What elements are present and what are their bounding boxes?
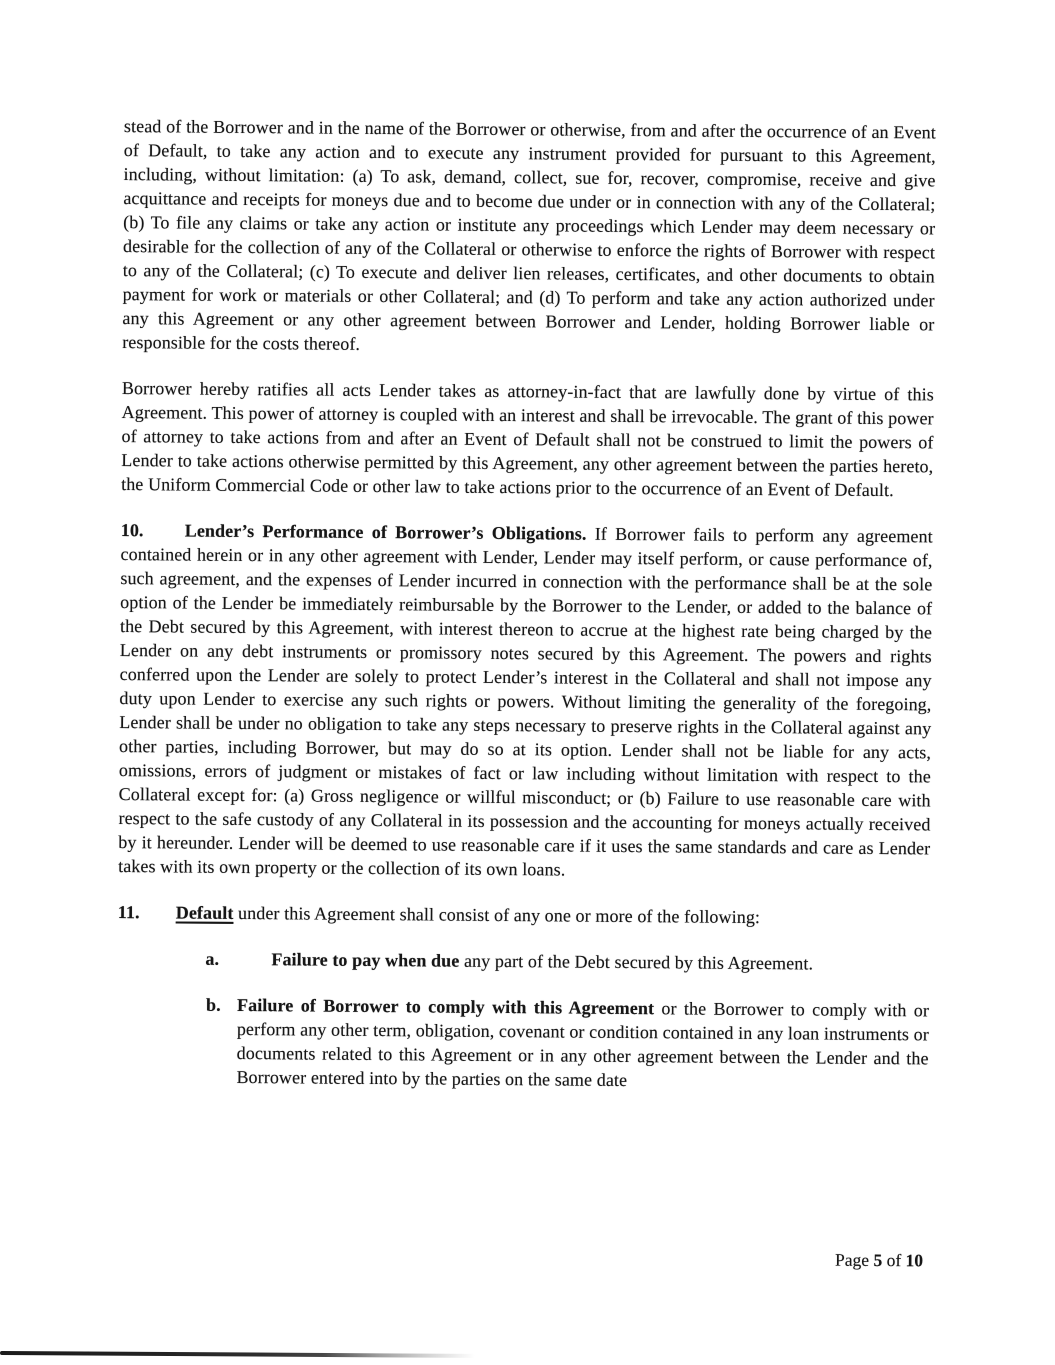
list-item-a (205, 947, 929, 977)
list-item-a-marker: a. (205, 948, 220, 969)
section-10-heading: Lender’s Performance of Borrower’s Obligations. (184, 520, 587, 544)
list-item-a-bold-lead: Failure to pay when due (271, 949, 460, 971)
footer-page-label: Page (835, 1249, 870, 1270)
continuation-paragraph: stead of the Borrower and in the name of the Borrower or otherwise, from and after the occurrence of an Event of Default, to take any action and to execute any instrument provided for pursuant to this Agreement, including, without limitation: (a) To ask, demand, collect, sue for, recover, compromise, receive and give acquittance and receipts for moneys due and to become due under or in connection with any of the Collateral; (b) To file any claims or take any action or institute any proceedings which Lender may deem necessary or desirable for the collection of any of the Collateral or otherwise to enforce the rights of Borrower with respect to any of the Collateral; (c) To execute and deliver lien releases, certificates, and other documents to obtain payment for work or materials or other Collateral; and (d) To perform and take any action authorized under any this Agreement or any other agreement between Borrower and Lender, holding Borrower liable or responsible for the costs thereof. (122, 116, 937, 354)
section-11-body: under this Agreement shall consist of any one or more of the following: (238, 902, 761, 928)
section-11-number: 11. (117, 902, 140, 923)
list-item-a-text (271, 947, 929, 976)
list-item-b-body: or the Borrower to comply with or perform any other term, obligation, covenant or condition contained in any loan instruments or documents related to this Agreement or in any other agreement between the Lender and the Borrower entered into by the parties on the same date (236, 998, 930, 1091)
list-item-b-text (236, 993, 929, 1094)
page-footer (115, 1244, 923, 1271)
section-10-number: 10. (120, 520, 144, 541)
section-11-paragraph (118, 900, 930, 930)
footer-of-label: of (886, 1250, 902, 1271)
list-item-b (205, 993, 929, 1095)
footer-page-number: 5 (873, 1249, 883, 1271)
document-body (116, 114, 936, 1116)
section-10-body: If Borrower fails to perform any agreement contained herein or in any other agreement with Lender, Lender may itself perform, or cause performance of, such agreement, and the expenses of Lender incurred in connection with the performance shall be at the sole option of the Lender be immediately reimbursable by the Borrower to the Lender, or added to the balance of the Debt secured by this Agreement, with interest thereon to accrue at the highest rate being charged by the Lender on any debt instruments or promissory notes secured by this Agreement. The powers and rights conferred upon the Lender are solely to protect Lender’s interest in the Collateral and shall not impose any duty upon Lender to exercise any such rights or powers. Without limiting the generality of the foregoing, Lender shall be under no obligation to take any steps necessary to preserve rights in the Collateral against any other parties, including Borrower, but may do so at its option. Lender shall not be liable for any acts, omissions, errors of judgment or mistakes of fact or law including without limitation with respect to the Collateral except for: (a) Gross negligence or willful misconduct; or (b) Failure to use reasonable care with respect to the safe custody of any Collateral in its possession and the accounting for moneys actually received by it hereunder. Lender will be deemed to use reasonable care if it uses the same standards and care as Lender takes with its own property or the collection of its own loans. (118, 523, 933, 880)
list-item-b-bold-lead: Failure of Borrower to comply with this Agreement (236, 994, 655, 1019)
list-item-b-marker: b. (205, 994, 221, 1015)
ratification-paragraph: Borrower hereby ratifies all acts Lender takes as attorney-in-fact that are lawfully done by virtue of this Agreement. This power of attorney is coupled with an interest and shall be irrevocable. The grant of this power of attorney to take actions from and after an Event of Default shall not be construed to limit the powers of Lender to take actions otherwise permitted by this Agreement, any other agreement between the parties hereto, the Uniform Commercial Code or other law to take actions prior to the occurrence of an Event of Default. (121, 378, 934, 501)
section-10-paragraph (118, 518, 933, 884)
list-item-a-body: any part of the Debt secured by this Agreement. (463, 950, 814, 974)
section-11-heading: Default (175, 902, 234, 923)
footer-total-pages: 10 (905, 1250, 924, 1271)
